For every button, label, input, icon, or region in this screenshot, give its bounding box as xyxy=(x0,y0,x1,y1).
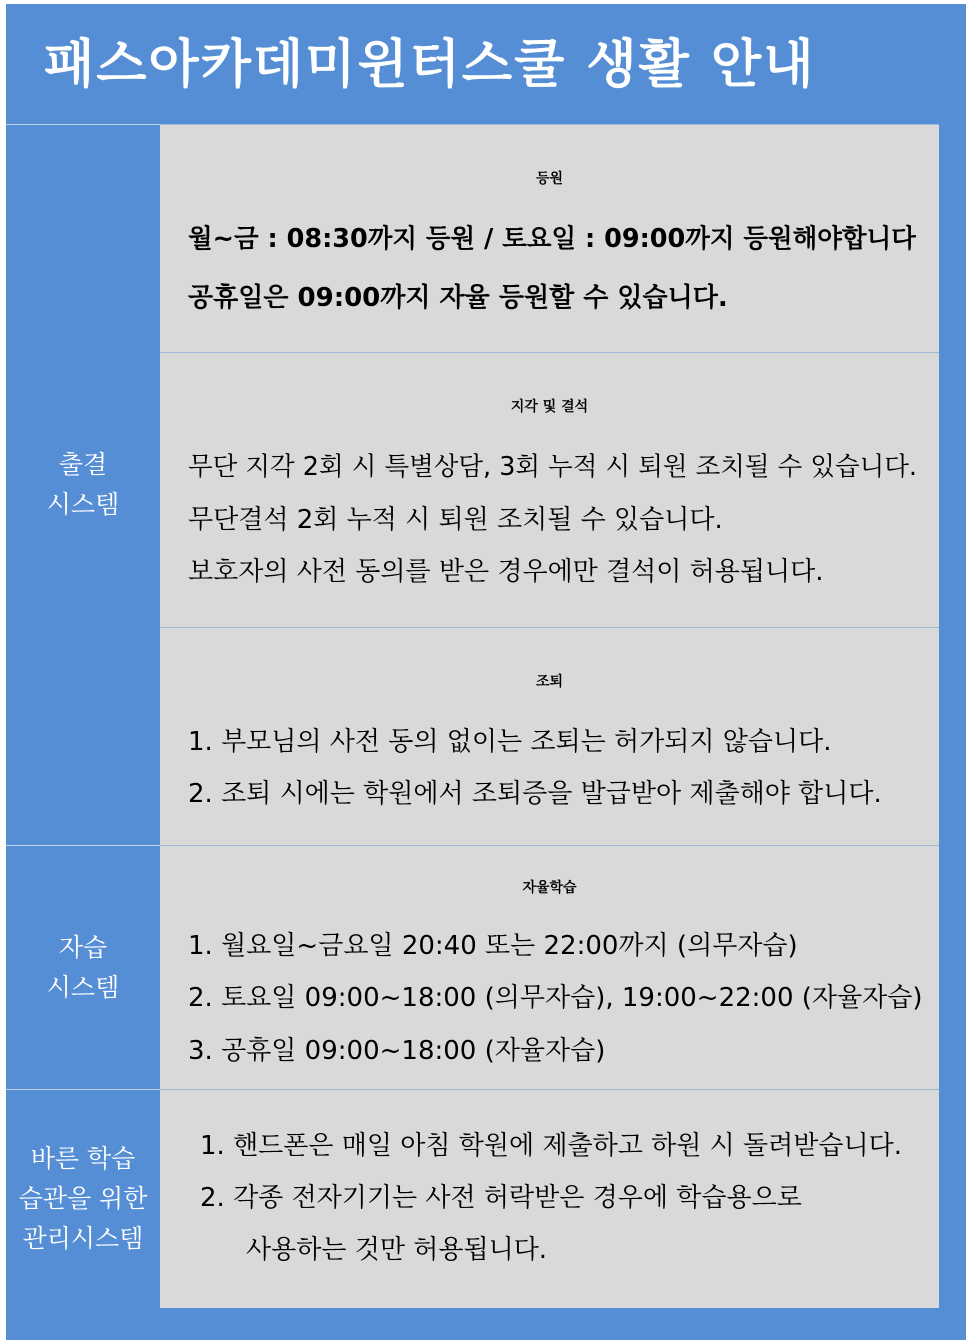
section-early-leave xyxy=(160,627,939,845)
arrival-line-2: 공휴일은 09:00까지 자율 등원할 수 있습니다. xyxy=(188,283,728,313)
devices-line-1: 1. 핸드폰은 매일 아침 학원에 제출하고 하원 시 돌려받습니다. xyxy=(200,1131,902,1161)
section-self-study-heading: 자율학습 xyxy=(522,880,577,896)
arrival-line-1: 월~금 : 08:30까지 등원 / 토요일 : 09:00까지 등원해야합니다 xyxy=(188,224,916,254)
section-early-leave-heading: 조퇴 xyxy=(535,674,564,690)
section-devices xyxy=(160,1089,939,1308)
section-self-study xyxy=(160,845,939,1089)
section-arrival xyxy=(160,124,939,352)
sidebar-study-system xyxy=(6,845,160,1089)
section-late-absence xyxy=(160,352,939,627)
sidebar-habits-line-3: 관리시스템 xyxy=(22,1224,144,1253)
devices-line-3: 사용하는 것만 허용됩니다. xyxy=(246,1235,548,1265)
section-arrival-heading: 등원 xyxy=(535,171,564,187)
page-title: 패스아카데미윈터스쿨 생활 안내 xyxy=(44,35,816,95)
sidebar-study-line-2: 시스템 xyxy=(46,972,120,1002)
sidebar-attendance-system xyxy=(6,124,160,845)
self-study-line-1: 1. 월요일~금요일 20:40 또는 22:00까지 (의무자습) xyxy=(188,931,798,961)
early-leave-line-1: 1. 부모님의 사전 동의 없이는 조퇴는 허가되지 않습니다. xyxy=(188,727,832,757)
sidebar-habits-line-2: 습관을 위한 xyxy=(18,1184,148,1213)
early-leave-line-2: 2. 조퇴 시에는 학원에서 조퇴증을 발급받아 제출해야 합니다. xyxy=(188,779,882,809)
sidebar-habit-management-system xyxy=(6,1089,160,1308)
self-study-line-3: 3. 공휴일 09:00~18:00 (자율자습) xyxy=(188,1036,606,1066)
late-absence-line-3: 보호자의 사전 동의를 받은 경우에만 결석이 허용됩니다. xyxy=(188,557,824,587)
devices-line-2: 2. 각종 전자기기는 사전 허락받은 경우에 학습용으로 xyxy=(200,1183,802,1213)
late-absence-line-1: 무단 지각 2회 시 특별상담, 3회 누적 시 퇴원 조치될 수 있습니다. xyxy=(188,452,918,482)
self-study-line-2: 2. 토요일 09:00~18:00 (의무자습), 19:00~22:00 (자율자습) xyxy=(188,983,923,1013)
sidebar-study-line-1: 자습 xyxy=(58,932,108,962)
sidebar-attendance-line-2: 시스템 xyxy=(46,490,120,519)
sidebar-habits-line-1: 바른 학습 xyxy=(30,1144,136,1173)
section-late-absence-heading: 지각 및 결석 xyxy=(510,399,589,415)
sidebar-attendance-line-1: 출결 xyxy=(58,450,108,479)
late-absence-line-2: 무단결석 2회 누적 시 퇴원 조치될 수 있습니다. xyxy=(188,505,723,535)
